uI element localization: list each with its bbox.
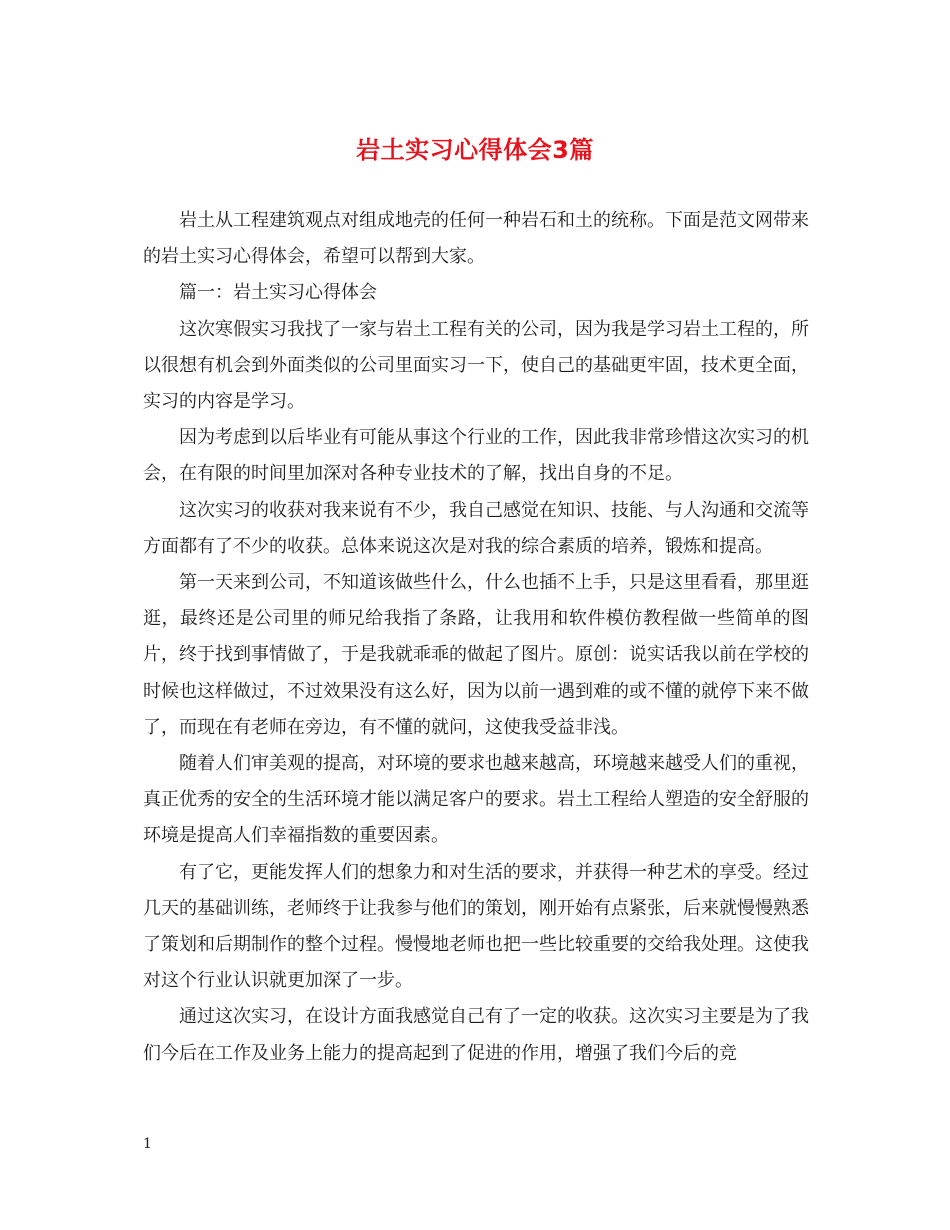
document-title: 岩土实习心得体会3篇 bbox=[356, 136, 594, 164]
paragraph: 第一天来到公司，不知道该做些什么，什么也插不上手，只是这里看看，那里逛逛，最终还是公司里的师兄给我指了条路，让我用和软件模仿教程做一些简单的图片，终于找到事情做了，于是我就乖乖的做起了图片。原创：说实话我以前在学校的时候也这样做过，不过效果没有这么好，因为以前一遇到难的或不懂的就停下来不做了，而现在有老师在旁边，有不懂的就问，这使我受益非浅。 bbox=[143, 572, 809, 738]
paragraph-intro: 岩土从工程建筑观点对组成地壳的任何一种岩石和土的统称。下面是范文网带来的岩土实习心得体会，希望可以帮到大家。 bbox=[143, 210, 809, 268]
paragraph: 这次实习的收获对我来说有不少，我自己感觉在知识、技能、与人沟通和交流等方面都有了不少的收获。总体来说这次是对我的综合素质的培养，锻炼和提高。 bbox=[143, 499, 809, 557]
section-heading: 篇一：岩土实习心得体会 bbox=[179, 282, 377, 304]
paragraph: 有了它，更能发挥人们的想象力和对生活的要求，并获得一种艺术的享受。经过几天的基础训练，老师终于让我参与他们的策划，刚开始有点紧张，后来就慢慢熟悉了策划和后期制作的整个过程。慢慢地老师也把一些比较重要的交给我处理。这使我对这个行业认识就更加深了一步。 bbox=[143, 861, 809, 992]
paragraph: 因为考虑到以后毕业有可能从事这个行业的工作，因此我非常珍惜这次实习的机会，在有限的时间里加深对各种专业技术的了解，找出自身的不足。 bbox=[143, 427, 809, 485]
paragraph: 这次寒假实习我找了一家与岩土工程有关的公司，因为我是学习岩土工程的，所以很想有机会到外面类似的公司里面实习一下，使自己的基础更牢固，技术更全面，实习的内容是学习。 bbox=[143, 318, 809, 413]
document-body bbox=[143, 203, 809, 1072]
paragraph: 随着人们审美观的提高，对环境的要求也越来越高，环境越来越受人们的重视，真正优秀的安全的生活环境才能以满足客户的要求。岩土工程给人塑造的安全舒服的环境是提高人们幸福指数的重要因素。 bbox=[143, 753, 809, 847]
page-number: 1 bbox=[143, 1136, 152, 1152]
paragraph: 通过这次实习，在设计方面我感觉自己有了一定的收获。这次实习主要是为了我们今后在工作及业务上能力的提高起到了促进的作用，增强了我们今后的竞 bbox=[143, 1006, 809, 1064]
